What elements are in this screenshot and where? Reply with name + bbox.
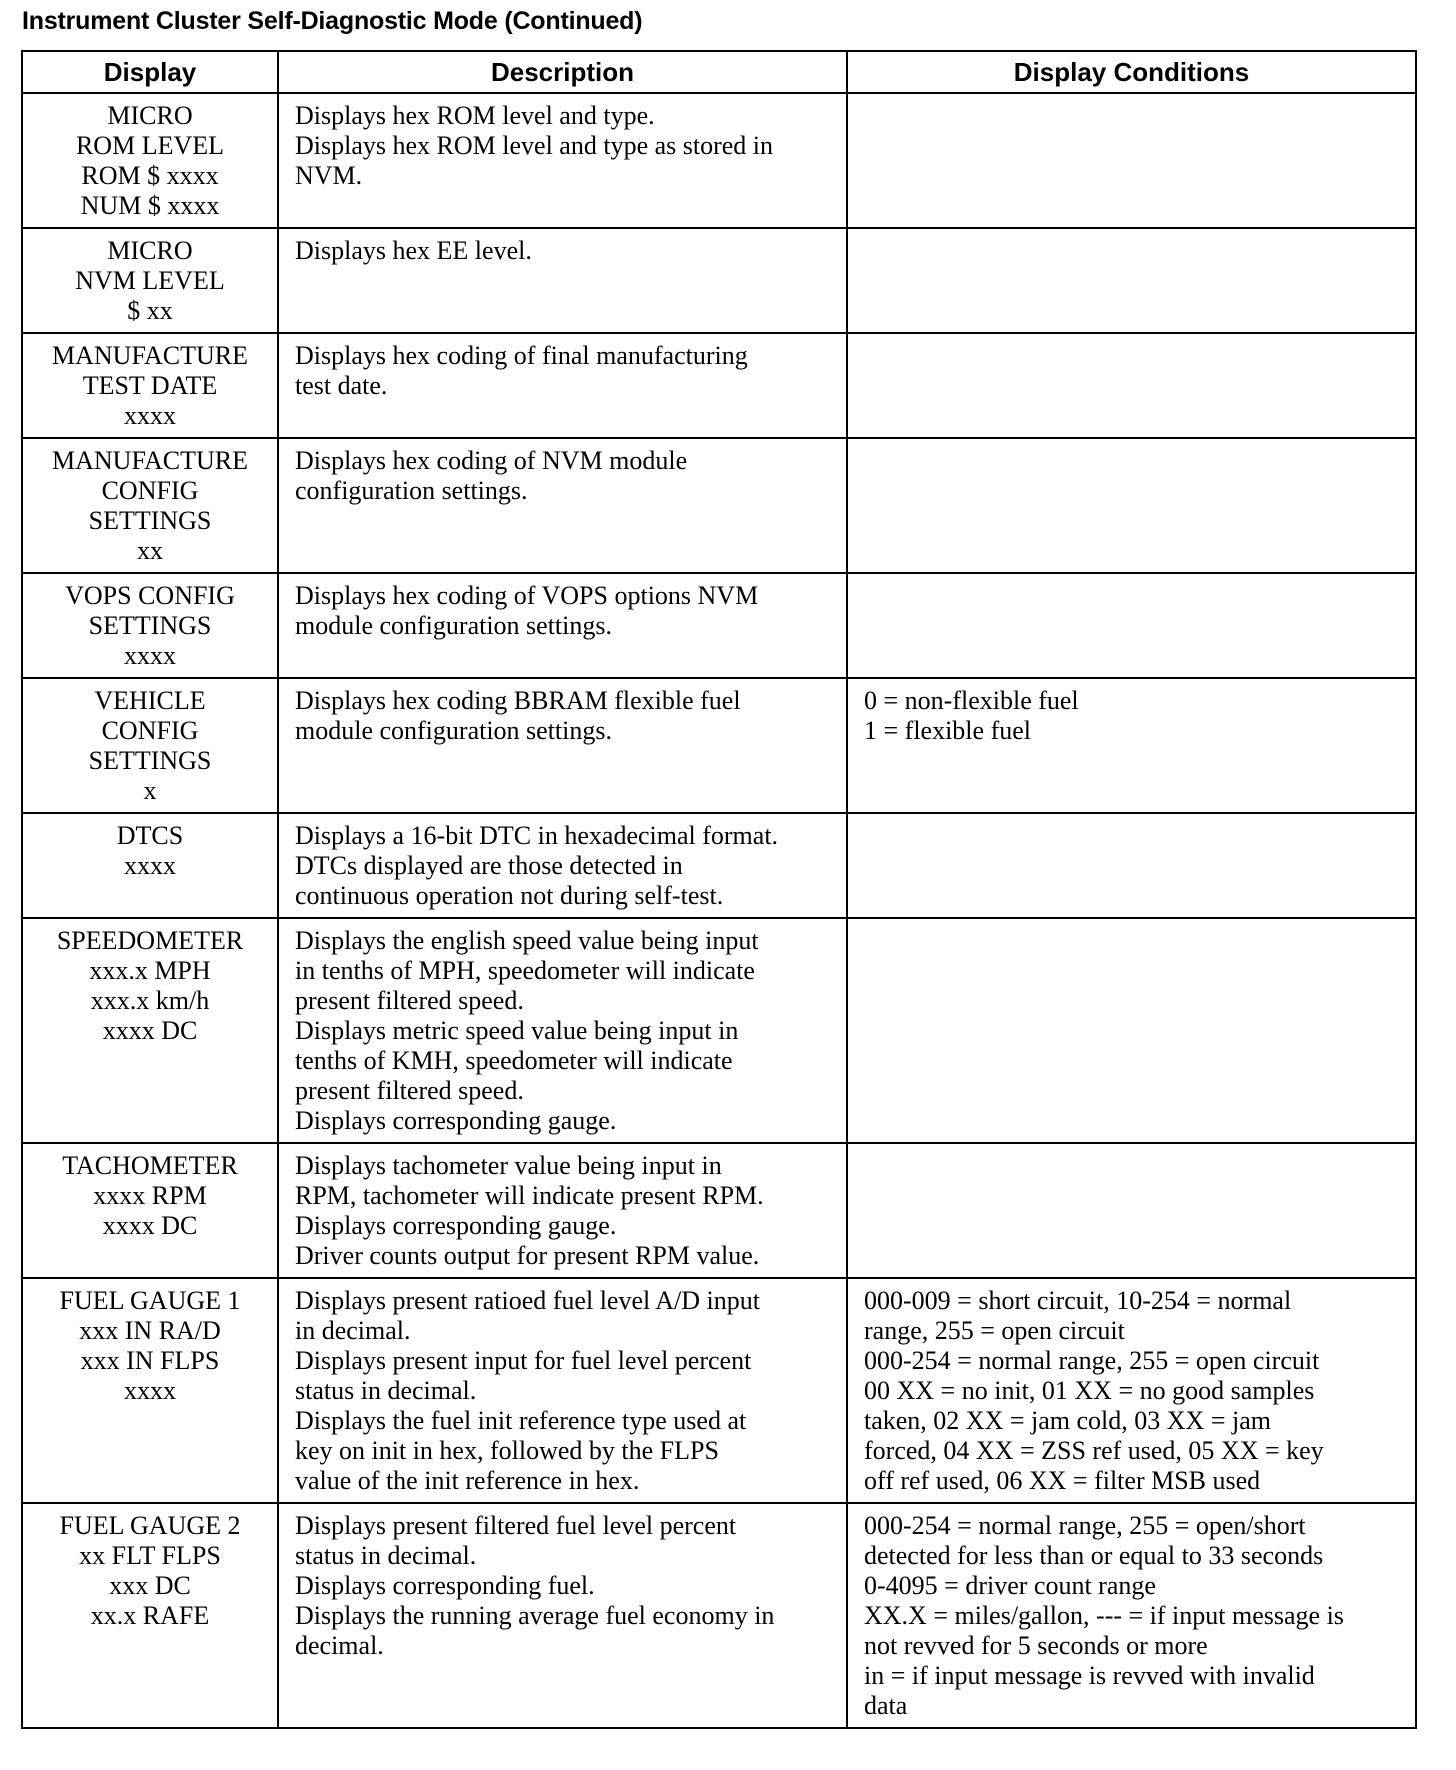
diagnostic-table: [21, 50, 1417, 1729]
description-line: tenths of KMH, speedometer will indicate: [295, 1046, 733, 1075]
conditions-line: range, 255 = open circuit: [864, 1316, 1125, 1345]
description-line: Displays hex coding of VOPS options NVM: [295, 581, 759, 610]
page-title: Instrument Cluster Self-Diagnostic Mode (Continued): [22, 7, 643, 35]
description-line: Displays hex coding BBRAM flexible fuel: [295, 686, 741, 715]
display-cell: [22, 228, 278, 333]
display-cell: [22, 93, 278, 228]
display-cell: [22, 1143, 278, 1278]
display-line: xxx IN RA/D: [79, 1316, 221, 1345]
display-line: DTCS: [116, 821, 184, 850]
display-line: MANUFACTURE: [52, 341, 248, 370]
description-line: Displays metric speed value being input in: [295, 1016, 739, 1045]
display-line: xxxx DC: [102, 1016, 198, 1045]
conditions-cell: [847, 813, 1416, 918]
description-line: in decimal.: [295, 1316, 411, 1345]
conditions-cell: [847, 1278, 1416, 1503]
conditions-line: XX.X = miles/gallon, --- = if input message is: [864, 1601, 1344, 1630]
table-row: [22, 678, 1416, 813]
description-line: Displays hex coding of final manufacturing: [295, 341, 748, 370]
display-line: MANUFACTURE: [52, 446, 248, 475]
display-line: ROM $ xxxx: [81, 161, 219, 190]
conditions-line: forced, 04 XX = ZSS ref used, 05 XX = key: [864, 1436, 1324, 1465]
display-line: NVM LEVEL: [75, 266, 225, 295]
description-cell: [278, 1143, 847, 1278]
display-line: TACHOMETER: [62, 1151, 238, 1180]
conditions-line: 0 = non-flexible fuel: [864, 686, 1079, 715]
display-line: xxxx: [124, 641, 176, 670]
display-line: SPEEDOMETER: [56, 926, 244, 955]
description-line: key on init in hex, followed by the FLPS: [295, 1436, 719, 1465]
display-line: VOPS CONFIG: [65, 581, 235, 610]
table-row: [22, 1503, 1416, 1728]
conditions-cell: [847, 573, 1416, 678]
column-header-description: Description: [278, 51, 847, 93]
conditions-line: detected for less than or equal to 33 seconds: [864, 1541, 1324, 1570]
display-line: VEHICLE: [94, 686, 206, 715]
description-cell: [278, 1503, 847, 1728]
display-line: xxx.x km/h: [90, 986, 210, 1015]
description-line: Displays corresponding gauge.: [295, 1211, 617, 1240]
description-line: Displays the running average fuel economy in: [295, 1601, 775, 1630]
display-line: xx: [137, 536, 163, 565]
description-line: configuration settings.: [295, 476, 528, 505]
conditions-line: 000-254 = normal range, 255 = open/short: [864, 1511, 1306, 1540]
description-line: NVM.: [295, 161, 363, 190]
display-line: xxx DC: [109, 1571, 191, 1600]
table-body: [22, 93, 1416, 1728]
description-line: Displays hex ROM level and type as stored in: [295, 131, 774, 160]
display-line: xxxx DC: [102, 1211, 198, 1240]
description-line: present filtered speed.: [295, 986, 524, 1015]
conditions-cell: [847, 918, 1416, 1143]
conditions-cell: [847, 1143, 1416, 1278]
conditions-cell: [847, 93, 1416, 228]
display-line: SETTINGS: [88, 506, 212, 535]
conditions-line: taken, 02 XX = jam cold, 03 XX = jam: [864, 1406, 1271, 1435]
conditions-cell: [847, 228, 1416, 333]
conditions-line: 000-254 = normal range, 255 = open circuit: [864, 1346, 1320, 1375]
description-cell: [278, 918, 847, 1143]
table-row: [22, 918, 1416, 1143]
table-row: [22, 813, 1416, 918]
description-line: Displays the english speed value being input: [295, 926, 759, 955]
conditions-line: off ref used, 06 XX = filter MSB used: [864, 1466, 1261, 1495]
display-line: xx.x RAFE: [90, 1601, 210, 1630]
conditions-line: not revved for 5 seconds or more: [864, 1631, 1208, 1660]
conditions-line: 00 XX = no init, 01 XX = no good samples: [864, 1376, 1315, 1405]
description-line: Displays corresponding fuel.: [295, 1571, 595, 1600]
description-line: present filtered speed.: [295, 1076, 524, 1105]
description-cell: [278, 573, 847, 678]
display-line: FUEL GAUGE 1: [59, 1286, 241, 1315]
description-cell: [278, 678, 847, 813]
display-line: FUEL GAUGE 2: [59, 1511, 241, 1540]
description-line: Displays present ratioed fuel level A/D input: [295, 1286, 761, 1315]
description-line: module configuration settings.: [295, 611, 613, 640]
display-line: xxxx: [124, 851, 176, 880]
table-row: [22, 1143, 1416, 1278]
display-line: $ xx: [127, 296, 173, 325]
display-cell: [22, 678, 278, 813]
display-cell: [22, 573, 278, 678]
display-line: CONFIG: [101, 716, 199, 745]
description-cell: [278, 228, 847, 333]
description-line: RPM, tachometer will indicate present RPM.: [295, 1181, 764, 1210]
display-line: NUM $ xxxx: [80, 191, 220, 220]
description-line: Displays hex ROM level and type.: [295, 101, 655, 130]
display-cell: [22, 1503, 278, 1728]
table-row: [22, 333, 1416, 438]
display-line: MICRO: [107, 101, 193, 130]
display-line: xx FLT FLPS: [79, 1541, 221, 1570]
description-line: value of the init reference in hex.: [295, 1466, 640, 1495]
description-line: Displays the fuel init reference type used at: [295, 1406, 747, 1435]
conditions-cell: [847, 1503, 1416, 1728]
description-line: decimal.: [295, 1631, 384, 1660]
display-line: CONFIG: [101, 476, 199, 505]
column-header-display-conditions: Display Conditions: [847, 51, 1416, 93]
description-cell: [278, 438, 847, 573]
description-cell: [278, 93, 847, 228]
table-row: [22, 93, 1416, 228]
description-line: Displays hex coding of NVM module: [295, 446, 688, 475]
conditions-line: 1 = flexible fuel: [864, 716, 1031, 745]
conditions-cell: [847, 333, 1416, 438]
display-line: SETTINGS: [88, 746, 212, 775]
display-line: xxxx: [124, 1376, 176, 1405]
table-row: [22, 1278, 1416, 1503]
display-line: SETTINGS: [88, 611, 212, 640]
table-row: [22, 228, 1416, 333]
description-line: Displays present input for fuel level percent: [295, 1346, 752, 1375]
description-line: Driver counts output for present RPM value.: [295, 1241, 760, 1270]
description-cell: [278, 1278, 847, 1503]
column-header-display: Display: [22, 51, 278, 93]
description-line: Displays hex EE level.: [295, 236, 532, 265]
conditions-line: 000-009 = short circuit, 10-254 = normal: [864, 1286, 1292, 1315]
description-line: status in decimal.: [295, 1376, 477, 1405]
description-line: Displays a 16-bit DTC in hexadecimal format.: [295, 821, 779, 850]
description-line: Displays present filtered fuel level percent: [295, 1511, 737, 1540]
description-line: status in decimal.: [295, 1541, 477, 1570]
display-cell: [22, 438, 278, 573]
description-cell: [278, 813, 847, 918]
display-line: ROM LEVEL: [75, 131, 225, 160]
display-line: xxxx RPM: [93, 1181, 207, 1210]
display-line: TEST DATE: [82, 371, 218, 400]
table-row: [22, 573, 1416, 678]
table-header-row: [22, 51, 1416, 93]
conditions-line: data: [864, 1691, 908, 1720]
description-line: Displays corresponding gauge.: [295, 1106, 617, 1135]
table-row: [22, 438, 1416, 573]
display-cell: [22, 918, 278, 1143]
display-line: xxx IN FLPS: [80, 1346, 220, 1375]
display-line: x: [143, 776, 157, 805]
description-line: DTCs displayed are those detected in: [295, 851, 683, 880]
description-cell: [278, 333, 847, 438]
conditions-line: 0-4095 = driver count range: [864, 1571, 1156, 1600]
description-line: module configuration settings.: [295, 716, 613, 745]
display-line: xxx.x MPH: [89, 956, 211, 985]
display-cell: [22, 813, 278, 918]
conditions-line: in = if input message is revved with invalid: [864, 1661, 1315, 1690]
conditions-cell: [847, 678, 1416, 813]
description-line: in tenths of MPH, speedometer will indicate: [295, 956, 755, 985]
description-line: Displays tachometer value being input in: [295, 1151, 722, 1180]
conditions-cell: [847, 438, 1416, 573]
display-line: xxxx: [124, 401, 176, 430]
display-cell: [22, 333, 278, 438]
display-line: MICRO: [107, 236, 193, 265]
description-line: continuous operation not during self-test.: [295, 881, 724, 910]
display-cell: [22, 1278, 278, 1503]
description-line: test date.: [295, 371, 388, 400]
